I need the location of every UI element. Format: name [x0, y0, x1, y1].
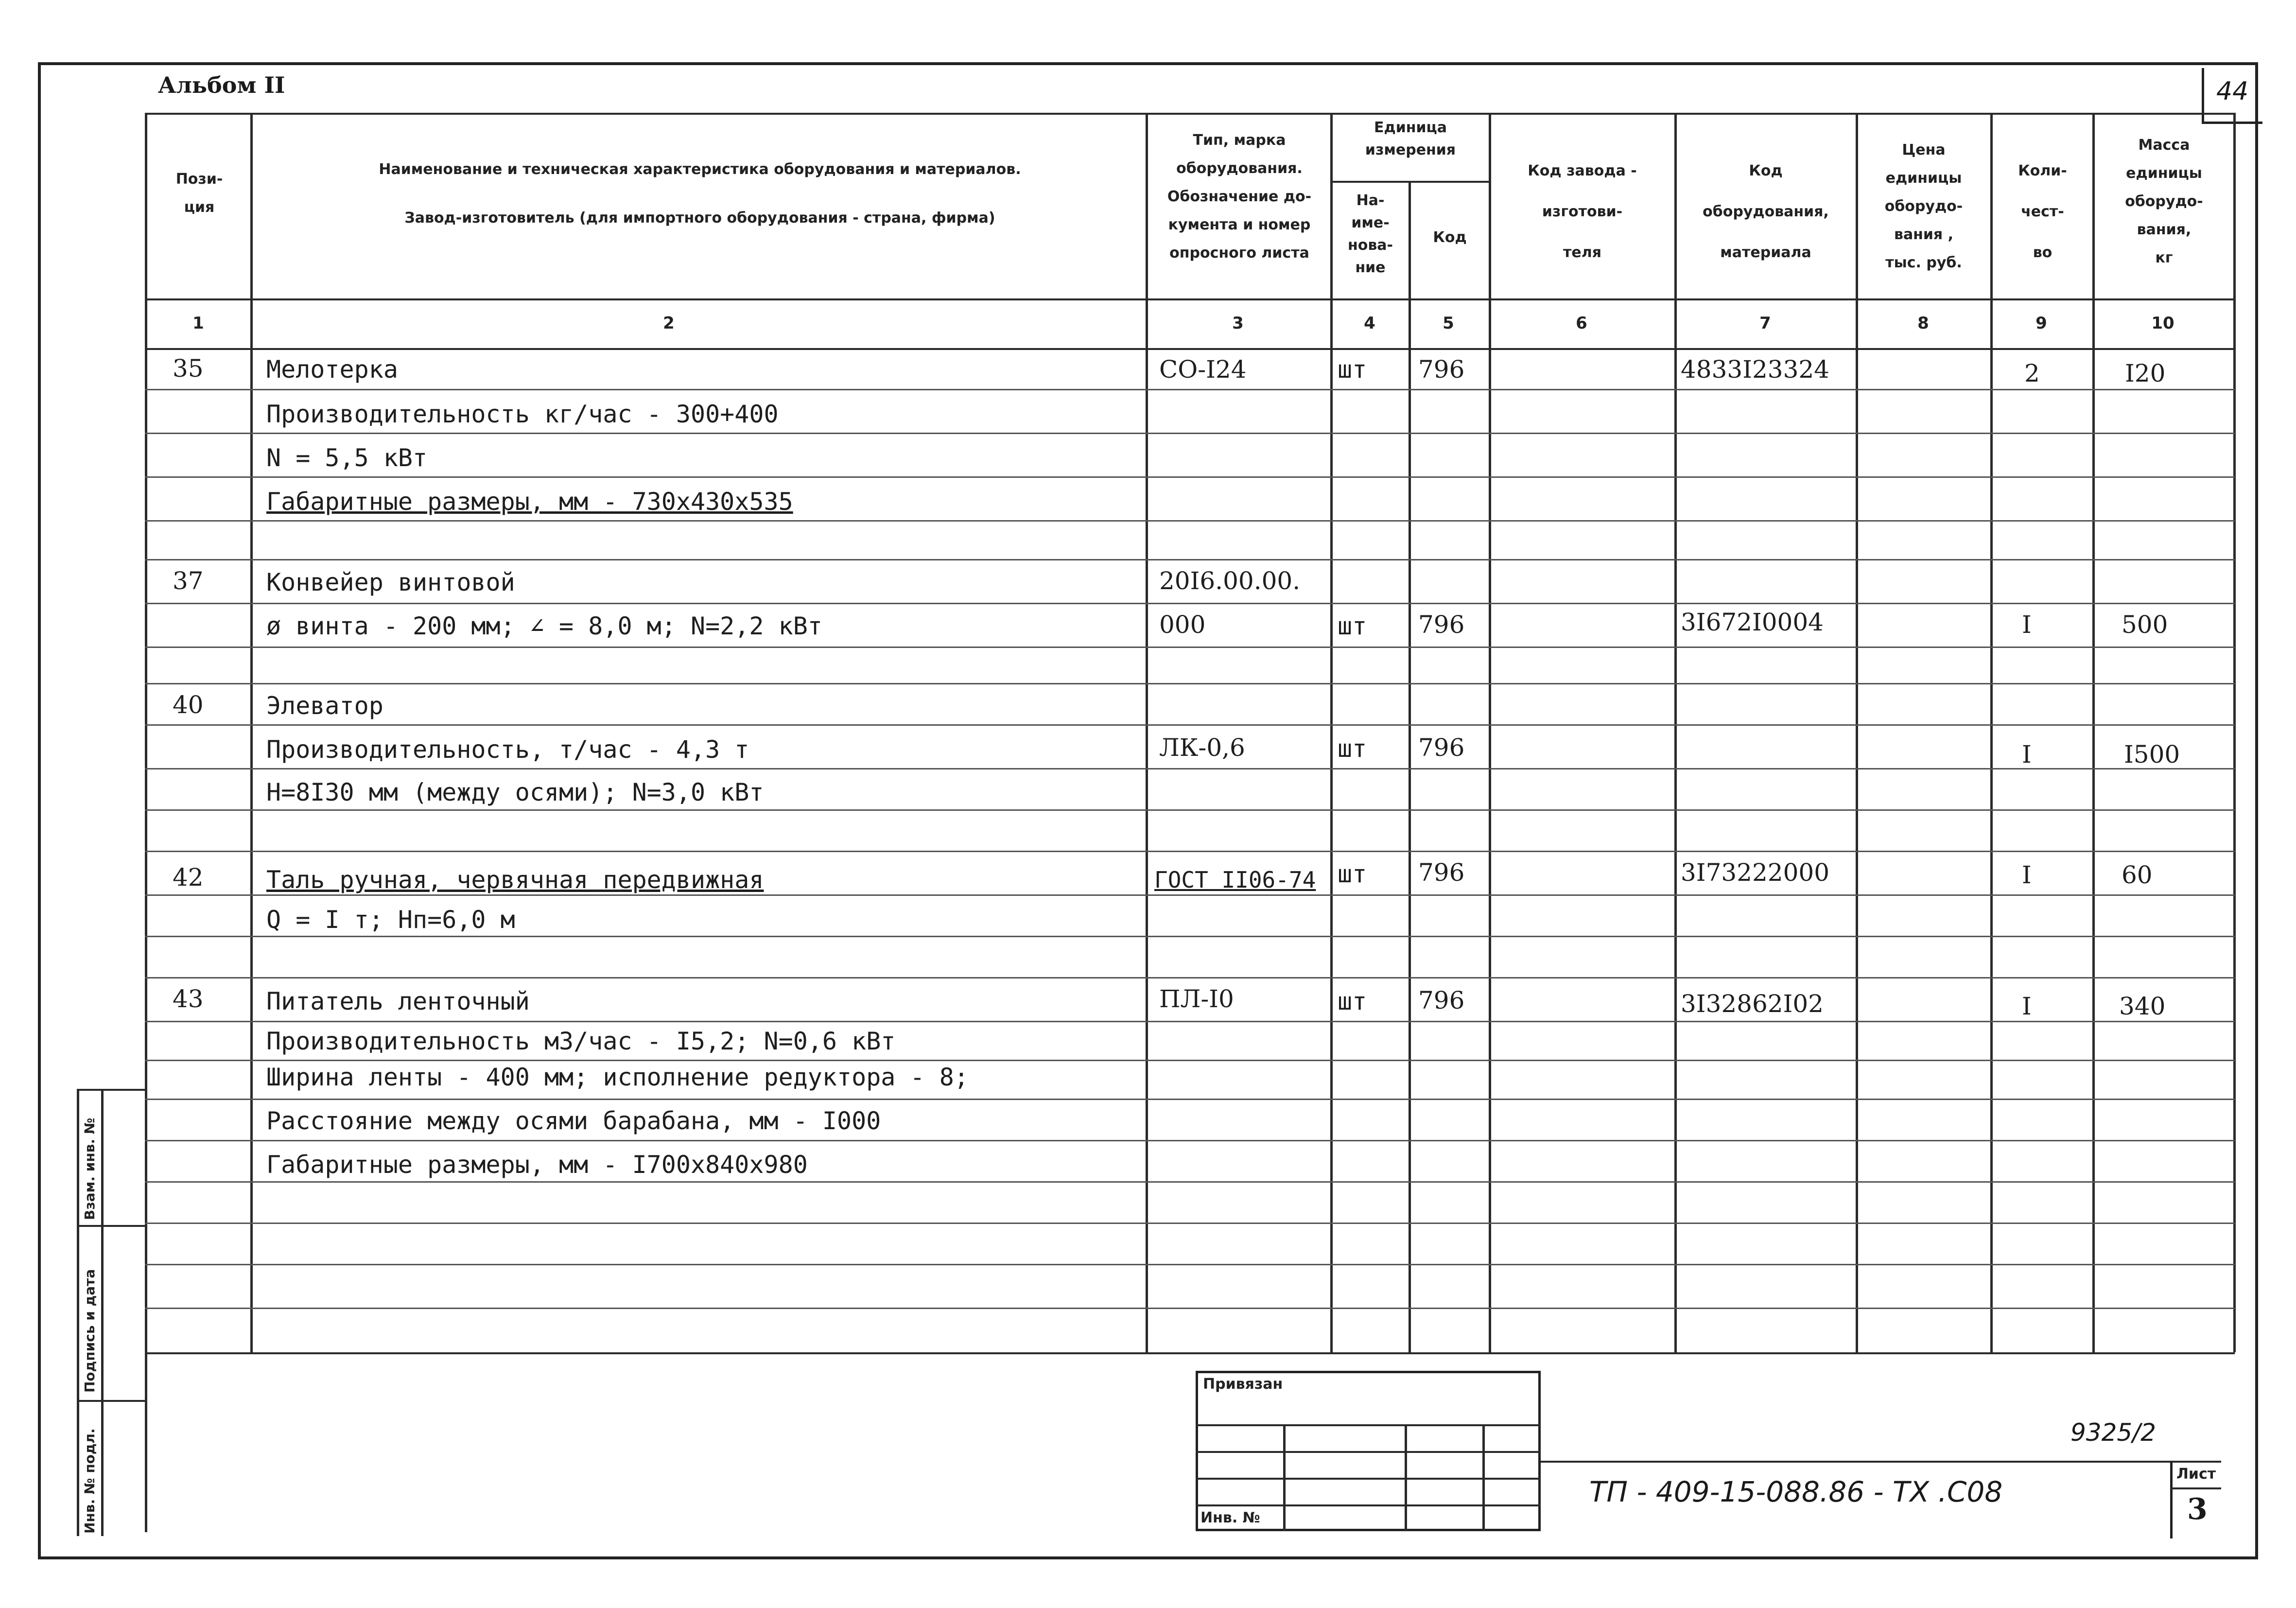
row-name: Н=8I30 мм (между осями); N=3,0 кВт	[266, 778, 764, 806]
approval-line	[1196, 1504, 1541, 1506]
row-name: Производительность кг/час - 300+400	[266, 400, 779, 428]
row-unit-code: 796	[1418, 734, 1465, 762]
row-line	[145, 683, 2235, 684]
header-position: Пози- ция	[175, 171, 223, 216]
header-name-line1: Наименование и техническая характеристика оборудования и материалов.	[379, 161, 1021, 178]
header-unit: Единица измерения	[1365, 119, 1456, 158]
row-name: Мелотерка	[266, 355, 398, 384]
header-mass: Масса единицы оборудо- вания, кг	[2125, 137, 2203, 266]
col-number-10: 10	[2151, 314, 2174, 333]
table-left-border	[145, 113, 147, 1532]
row-quantity: I	[2022, 861, 2032, 889]
row-type: 20I6.00.00.	[1159, 567, 1301, 595]
row-line	[145, 559, 2235, 560]
row-unit-code: 796	[1418, 858, 1465, 887]
row-line	[145, 476, 2235, 478]
col-divider-4	[1409, 181, 1411, 1352]
row-equipment-code: 3I672I0004	[1681, 608, 1824, 636]
row-name: Производительность м3/час - I5,2; N=0,6 кВт	[266, 1027, 896, 1055]
row-name: Таль ручная, червячная передвижная	[266, 866, 764, 894]
row-line	[145, 894, 2235, 896]
row-line	[145, 724, 2235, 726]
row-unit-code: 796	[1418, 986, 1465, 1014]
row-unit: шт	[1338, 987, 1367, 1015]
album-label: Альбом II	[158, 72, 285, 98]
row-mass: 500	[2122, 611, 2168, 639]
approval-col	[1283, 1424, 1286, 1531]
row-unit: шт	[1338, 355, 1367, 384]
col-number-3: 3	[1232, 314, 1244, 333]
row-mass: 340	[2119, 992, 2166, 1020]
row-mass: I20	[2125, 359, 2166, 387]
approval-col	[1405, 1424, 1407, 1531]
header-bottom-line	[145, 298, 2235, 300]
row-line	[145, 1264, 2235, 1265]
row-unit: шт	[1338, 734, 1367, 763]
row-name: Элеватор	[266, 692, 383, 720]
row-line	[145, 768, 2235, 769]
col-number-6: 6	[1576, 314, 1587, 333]
row-line	[145, 1223, 2235, 1224]
side-stamp-line	[77, 1089, 145, 1091]
row-line	[145, 433, 2235, 434]
row-name: Питатель ленточный	[266, 987, 530, 1015]
row-line	[145, 977, 2235, 979]
inv-no-label: Инв. №	[1200, 1509, 1260, 1526]
header-type: Тип, марка оборудования. Обозначение до- кумента и номер опросного листа	[1167, 132, 1312, 262]
row-position: 35	[173, 354, 204, 383]
row-name: Габаритные размеры, мм - 730х430х535	[266, 488, 793, 516]
header-factory-code: Код завода - изготови- теля	[1528, 162, 1637, 261]
row-line	[145, 936, 2235, 937]
col-number-8: 8	[1917, 314, 1929, 333]
row-line	[145, 1181, 2235, 1183]
list-box-line	[2170, 1487, 2221, 1489]
row-position: 40	[173, 691, 204, 719]
row-name: Расстояние между осями барабана, мм - I000	[266, 1107, 881, 1135]
col-number-1: 1	[192, 314, 204, 333]
row-quantity: I	[2022, 611, 2032, 639]
row-line	[145, 1308, 2235, 1309]
side-label-vzam-inv: Взам. инв. №	[82, 1118, 98, 1220]
approval-col	[1482, 1424, 1485, 1531]
row-position: 43	[173, 985, 204, 1013]
header-unit-code: Код	[1433, 229, 1467, 246]
row-line	[145, 1060, 2235, 1061]
row-line	[145, 1140, 2235, 1141]
row-line	[145, 389, 2235, 390]
row-mass: I500	[2124, 740, 2180, 769]
row-name: N = 5,5 кВт	[266, 444, 428, 472]
row-equipment-code: 4833I23324	[1681, 355, 1830, 384]
row-name: Конвейер винтовой	[266, 568, 515, 596]
privyazan-label: Привязан	[1203, 1376, 1283, 1393]
row-line	[145, 520, 2235, 522]
col-number-2: 2	[663, 314, 675, 333]
row-line	[145, 851, 2235, 852]
row-name: Габаритные размеры, мм - I700х840х980	[266, 1151, 808, 1179]
row-line	[145, 809, 2235, 811]
row-position: 37	[173, 567, 204, 595]
side-stamp-line	[77, 1225, 145, 1227]
approval-line	[1196, 1451, 1541, 1453]
document-code: ТП - 409-15-088.86 - ТХ .С08	[1589, 1475, 2003, 1508]
unit-subheader-line	[1330, 181, 1491, 183]
header-name-line2: Завод-изготовитель (для импортного оборудования - страна, фирма)	[404, 210, 995, 227]
col-number-5: 5	[1443, 314, 1454, 333]
table-bottom-border	[145, 1352, 2235, 1354]
row-unit-code: 796	[1418, 611, 1465, 639]
approval-line	[1196, 1478, 1541, 1480]
side-stamp-line	[77, 1400, 145, 1402]
side-label-podpis-data: Подпись и дата	[82, 1269, 98, 1393]
row-type: ПЛ-I0	[1159, 985, 1234, 1013]
list-number: 3	[2187, 1492, 2208, 1526]
list-label: Лист	[2176, 1466, 2216, 1483]
row-quantity: I	[2022, 992, 2032, 1020]
header-price: Цена единицы оборудо- вания , тыс. руб.	[1884, 141, 1963, 271]
col-number-7: 7	[1759, 314, 1771, 333]
row-line	[145, 1099, 2235, 1100]
header-equipment-code: Код оборудования, материала	[1703, 162, 1829, 261]
row-type: ЛК-0,6	[1159, 734, 1245, 762]
row-mass: 60	[2122, 861, 2153, 889]
row-type: ГОСТ II06-74	[1154, 867, 1316, 893]
sheet-corner-number: 44	[2216, 77, 2249, 106]
header-quantity: Коли- чест- во	[2018, 162, 2067, 261]
side-label-inv-podl: Инв. № подл.	[82, 1428, 98, 1534]
row-position: 42	[173, 863, 204, 891]
row-name: Ширина ленты - 400 мм; исполнение редуктора - 8;	[266, 1063, 969, 1091]
row-type: 000	[1159, 611, 1206, 639]
row-name: Q = I т; Нп=6,0 м	[266, 906, 515, 934]
row-unit: шт	[1338, 612, 1367, 640]
side-stamp-border-mid	[101, 1089, 104, 1536]
row-name: ø винта - 200 мм; ∠ = 8,0 м; N=2,2 кВт	[266, 612, 822, 640]
approval-line	[1196, 1424, 1541, 1426]
header-unit-name: На- име- нова- ние	[1347, 192, 1393, 276]
row-name: Производительность, т/час - 4,3 т	[266, 735, 749, 764]
row-line	[145, 603, 2235, 604]
side-stamp-border-left	[77, 1089, 79, 1536]
title-block-line	[1541, 1461, 2221, 1463]
row-equipment-code: 3I73222000	[1681, 858, 1830, 887]
col-number-4: 4	[1364, 314, 1375, 333]
row-line	[145, 647, 2235, 648]
row-quantity: 2	[2024, 359, 2040, 387]
row-unit: шт	[1338, 860, 1367, 888]
table-top-border	[145, 113, 2235, 115]
col-number-9: 9	[2035, 314, 2047, 333]
row-type: СО-I24	[1159, 355, 1247, 384]
sheet-id: 9325/2	[2070, 1418, 2156, 1447]
number-row-line	[145, 348, 2235, 350]
page-frame	[38, 62, 2258, 1559]
row-equipment-code: 3I32862I02	[1681, 990, 1824, 1018]
row-line	[145, 1021, 2235, 1022]
row-quantity: I	[2022, 740, 2032, 769]
row-unit-code: 796	[1418, 355, 1465, 384]
